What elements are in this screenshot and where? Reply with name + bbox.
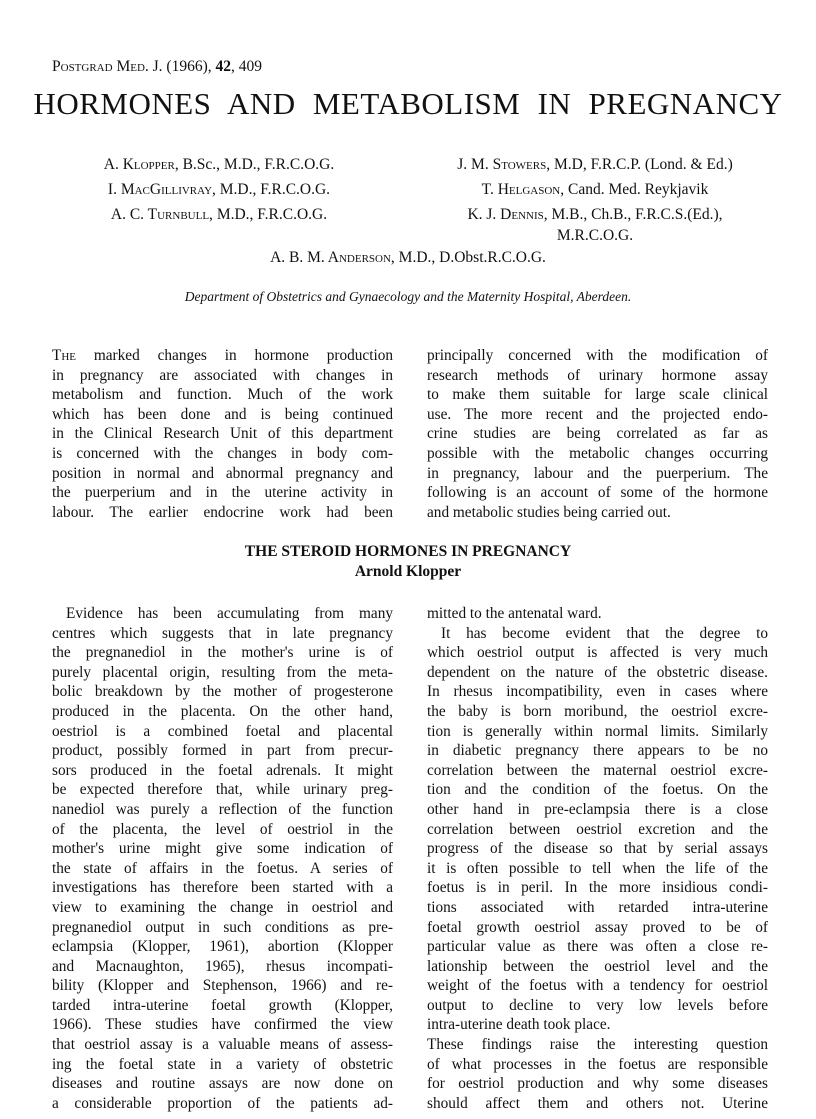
- text-line: position in normal and abnormal pregnancy and: [52, 464, 393, 482]
- author-entry: [400, 152, 790, 177]
- text-line: and metabolic studies being carried out.: [427, 503, 671, 521]
- section-author: Arnold Klopper: [354, 563, 462, 580]
- text-line: crine studies are being correlated as far as: [427, 425, 768, 443]
- text-line: ing the foetal state in a variety of obstetric: [52, 1055, 393, 1073]
- author-name: A. B. M. Anderson,: [270, 249, 395, 266]
- text-line: which oestriol output is affected is very much: [427, 644, 768, 662]
- text-line: 1966). These studies have confirmed the view: [52, 1016, 393, 1034]
- intro-column-right: [427, 346, 768, 522]
- author-qualifications-continued: M.R.C.O.G.: [556, 227, 634, 244]
- author-qualifications: M.D., D.Obst.R.C.O.G.: [394, 249, 546, 266]
- text-line: tion and the condition of the foetus. On the: [427, 781, 768, 799]
- text-line: foetal growth oestriol assay proved to be of: [427, 918, 768, 936]
- author-name: A. Klopper,: [103, 156, 179, 173]
- text-line: bility (Klopper and Stephenson, 1966) and re-: [52, 977, 393, 995]
- text-line: in pregnancy are associated with changes in: [52, 366, 393, 384]
- text-line: following is an account of some of the hormone: [427, 484, 768, 502]
- text-line: intra-uterine death took place.: [427, 1016, 611, 1034]
- text-line: of what processes in the foetus are responsible: [427, 1055, 768, 1073]
- authors-right: [400, 152, 790, 244]
- author-entry: [84, 177, 354, 202]
- author-entry: [84, 152, 354, 177]
- author-qualifications: B.Sc., M.D., F.R.C.O.G.: [178, 156, 335, 173]
- author-qualifications: M.D., F.R.C.O.G.: [215, 181, 331, 198]
- author-name: T. Helgason,: [481, 181, 565, 198]
- text-line: product, possibly formed in part from precur-: [52, 742, 393, 760]
- text-line: the state of affairs in the foetus. A series of: [52, 859, 393, 877]
- text-line: other hand in pre-eclampsia there is a close: [427, 800, 768, 818]
- text-line: of the placenta, the level of oestriol in the: [52, 820, 393, 838]
- text-line: pregnanediol output in such conditions as pre-: [52, 918, 393, 936]
- text-line: eclampsia (Klopper, 1961), abortion (Klopper: [52, 938, 393, 956]
- text-line: a considerable proportion of the patients ad-: [52, 1094, 393, 1112]
- text-line: tion is generally within normal limits. Similarly: [427, 722, 768, 740]
- text-line: the puerperium and in the uterine activity in: [52, 484, 393, 502]
- text-line: view to examining the change in oestriol and: [52, 898, 393, 916]
- text-line: It has become evident that the degree to: [441, 624, 768, 642]
- journal-volume: 42: [215, 58, 231, 75]
- text-line: These findings raise the interesting question: [427, 1036, 768, 1054]
- text-line: sors produced in the foetal adrenals. It might: [52, 761, 393, 779]
- journal-year: (1966),: [166, 58, 212, 75]
- text-line: is concerned with the changes in body com-: [52, 444, 393, 462]
- text-line: be expected therefore that, while urinary preg-: [52, 781, 393, 799]
- text-line: produced in the placenta. On the other hand,: [52, 702, 393, 720]
- text-line: dependent on the nature of the obstetric disease.: [427, 663, 768, 681]
- text-line: use. The more recent and the projected endo-: [427, 405, 768, 423]
- text-line: particular value as there was often a close re-: [427, 938, 768, 956]
- text-line: it is often possible to tell when the life of the: [427, 859, 768, 877]
- author-entry: [84, 202, 354, 227]
- author-name: I. MacGillivray,: [107, 181, 216, 198]
- body-column-right: [427, 604, 768, 1113]
- author-qualifications: M.D., F.R.C.O.G.: [212, 206, 328, 223]
- text-line: in the Clinical Research Unit of this department: [52, 425, 393, 443]
- author-center: [0, 249, 816, 267]
- text-line: research methods of urinary hormone assay: [427, 366, 768, 384]
- text-line: progress of the disease so that by serial assays: [427, 840, 768, 858]
- author-entry: [400, 177, 790, 202]
- text-line: bolic breakdown by the mother of progesterone: [52, 683, 393, 701]
- intro-column-left: [52, 346, 393, 522]
- author-qualifications: Cand. Med. Reykjavik: [564, 181, 709, 198]
- text-line: possible with the metabolic changes occurring: [427, 444, 768, 462]
- text-line: for oestriol production and why some diseases: [427, 1075, 768, 1093]
- text-line: in pregnancy, labour and the puerperium. The: [427, 464, 768, 482]
- text-line: in diabetic pregnancy there appears to be no: [427, 742, 768, 760]
- journal-citation: [52, 58, 262, 76]
- text-line: output to decline to very low levels before: [427, 996, 768, 1014]
- authors-left: [84, 152, 354, 227]
- author-name: K. J. Dennis,: [467, 206, 548, 223]
- text-line: nanediol was purely a reflection of the function: [52, 800, 393, 818]
- author-entry: [400, 202, 790, 227]
- text-line: principally concerned with the modification of: [427, 347, 768, 364]
- text-line: weight of the foetus with a tendency for oestriol: [427, 977, 768, 995]
- department-affiliation: Department of Obstetrics and Gynaecology and the Maternity Hospital, Aberdeen.: [184, 289, 632, 304]
- text-line: correlation between oestriol excretion and the: [427, 820, 768, 838]
- text-line: mother's urine might give some indication of: [52, 840, 393, 858]
- journal-page: , 409: [231, 58, 262, 75]
- text-line: lationship between the oestriol level and the: [427, 957, 768, 975]
- author-qualifications: M.B., Ch.B., F.R.C.S.(Ed.),: [547, 206, 723, 223]
- author-name: J. M. Stowers,: [457, 156, 551, 173]
- journal-name: Postgrad Med. J.: [52, 58, 163, 75]
- text-line: centres which suggests that in late pregnancy: [52, 624, 393, 642]
- text-line: purely placental origin, resulting from the meta-: [52, 663, 393, 681]
- text-line: labour. The earlier endocrine work had been: [52, 503, 393, 521]
- text-line: diseases and routine assays are now done on: [52, 1075, 393, 1093]
- text-line: which has been done and is being continued: [52, 405, 393, 423]
- text-line: oestriol is a combined foetal and placental: [52, 722, 393, 740]
- text-line: The marked changes in hormone production: [52, 347, 393, 364]
- text-line: metabolism and function. Much of the work: [52, 386, 393, 404]
- text-line: In rhesus incompatibility, even in cases where: [427, 683, 768, 701]
- text-line: the pregnanediol in the mother's urine is of: [52, 644, 393, 662]
- text-line: tions associated with retarded intra-uterine: [427, 898, 768, 916]
- text-line: Evidence has been accumulating from many: [66, 605, 393, 622]
- article-title: HORMONES AND METABOLISM IN PREGNANCY: [33, 86, 783, 121]
- text-line: to make them suitable for large scale clinical: [427, 386, 768, 404]
- text-line: that oestriol assay is a valuable means of assess-: [52, 1036, 393, 1054]
- text-line: should affect them and others not. Uterine: [427, 1094, 768, 1112]
- body-column-left: [52, 604, 393, 1113]
- text-line: investigations has therefore been started with a: [52, 879, 393, 897]
- text-line: mitted to the antenatal ward.: [427, 605, 602, 622]
- text-line: foetus is in peril. In the more insidious condi-: [427, 879, 768, 897]
- section-title: THE STEROID HORMONES IN PREGNANCY: [244, 543, 572, 560]
- text-line: tarded intra-uterine foetal growth (Klopper,: [52, 996, 393, 1014]
- text-line: the baby is born moribund, the oestriol excre-: [427, 702, 768, 720]
- author-qualifications: M.D, F.R.C.P. (Lond. & Ed.): [550, 156, 733, 173]
- text-line: correlation between the maternal oestriol excre-: [427, 761, 768, 779]
- text-line: and Macnaughton, 1965), rhesus incompati-: [52, 957, 393, 975]
- author-name: A. C. Turnbull,: [110, 206, 213, 223]
